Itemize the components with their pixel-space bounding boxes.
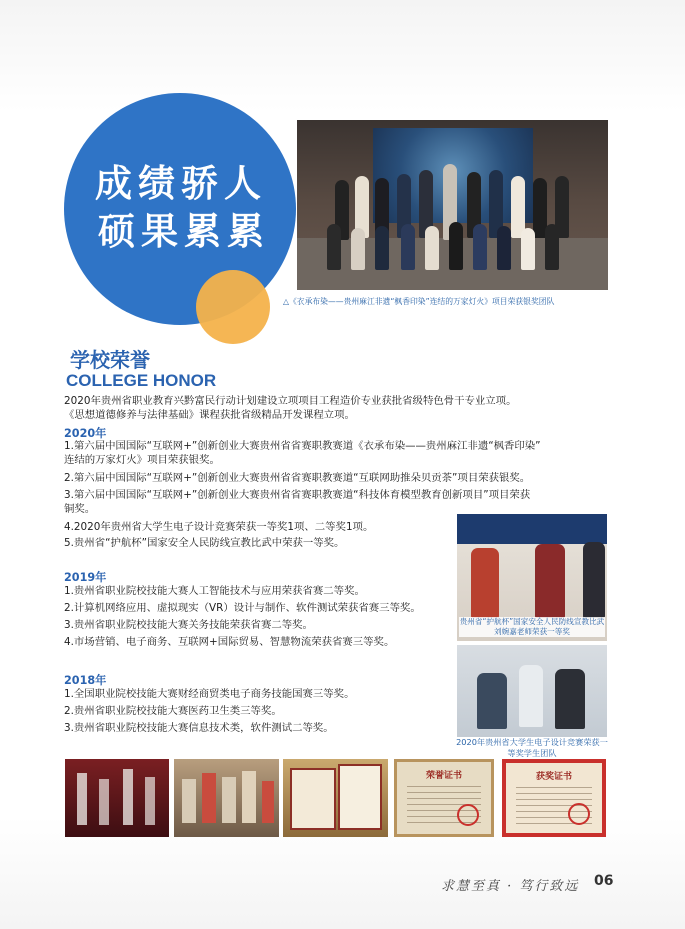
award-2019-3: 3.贵州省职业院校技能大赛关务技能荣获省赛二等奖。 xyxy=(64,619,313,631)
award-2020-1b: 连结的万家灯火》项目荣获银奖。 xyxy=(64,454,220,466)
trophy-photo-2 xyxy=(174,759,279,837)
award-2020-3a: 3.第六届中国国际“互联网+”创新创业大赛贵州省省赛职教赛道“科技体育模型教育创新项目”项目荣获 xyxy=(64,489,531,501)
hero-team-photo xyxy=(297,120,608,290)
page-number: 06 xyxy=(594,873,614,889)
year-2020-heading: 2020年 xyxy=(64,427,107,440)
award-2020-3b: 铜奖。 xyxy=(64,503,96,515)
award-2019-4: 4.市场营销、电子商务、互联网+国际贸易、智慧物流荣获省赛三等奖。 xyxy=(64,636,395,648)
hero-photo-caption: △《衣承布染——贵州麻江非遗“枫香印染”连结的万家灯火》项目荣获银奖团队 xyxy=(283,297,555,306)
certificate-photo-3 xyxy=(283,759,388,837)
side-photo-student-team xyxy=(457,645,607,737)
award-2020-1a: 1.第六届中国国际“互联网+”创新创业大赛贵州省省赛职教赛道《衣承布染——贵州麻江非遗“枫香印染” xyxy=(64,440,541,452)
trophy-photo-1 xyxy=(65,759,169,837)
year-2019-heading: 2019年 xyxy=(64,571,107,584)
footer-motto: 求慧至真 · 笃行致远 xyxy=(441,879,580,894)
section-title-cn: 学校荣誉 xyxy=(70,348,150,372)
trophy-shelf-icons xyxy=(174,759,279,837)
award-2018-1: 1.全国职业院校技能大赛财经商贸类电子商务技能国赛三等奖。 xyxy=(64,688,355,700)
award-2018-2: 2.贵州省职业院校技能大赛医药卫生类三等奖。 xyxy=(64,705,282,717)
trophy-icons xyxy=(65,759,169,837)
award-2020-2: 2.第六届中国国际“互联网+”创新创业大赛贵州省省赛职教赛道“互联网助推朵贝贡茶”项目荣获银奖。 xyxy=(64,472,531,484)
seal-icon xyxy=(457,804,479,826)
seal-icon xyxy=(568,803,590,825)
award-2020-4: 4.2020年贵州省大学生电子设计竞赛荣获一等奖1项、二等奖1项。 xyxy=(64,521,374,533)
award-2020-5: 5.贵州省“护航杯”国家安全人民防线宣教比武中荣获一等奖。 xyxy=(64,537,345,549)
award-2019-2: 2.计算机网络应用、虚拟现实（VR）设计与制作、软件测试荣获省赛三等奖。 xyxy=(64,602,421,614)
certificate-award-title: 获奖证书 xyxy=(535,772,572,782)
decorative-orange-circle xyxy=(196,270,270,344)
intro-line-1: 2020年贵州省职业教育兴黔富民行动计划建设立项项目工程造价专业获批省级特色骨干专业立项。 xyxy=(64,395,517,407)
side-photo-award-ceremony xyxy=(457,514,607,641)
certificate-award xyxy=(502,759,606,837)
certificate-honor-title: 荣誉证书 xyxy=(425,771,462,781)
intro-line-2: 《思想道德修养与法律基础》课程获批省级精品开发课程立项。 xyxy=(64,409,355,421)
award-2018-3: 3.贵州省职业院校技能大赛信息技术类，软件测试二等奖。 xyxy=(64,722,334,734)
section-title-en: COLLEGE HONOR xyxy=(66,371,217,390)
stage-banner xyxy=(457,514,607,544)
side-photo1-caption: 贵州省“护航杯”国家安全人民防线宣教比武刘婉嘉老师荣获一等奖 xyxy=(459,617,605,636)
certificate-stack-icons xyxy=(283,759,388,837)
header-title-line1: 成绩骄人 xyxy=(95,161,267,205)
year-2018-heading: 2018年 xyxy=(64,674,107,687)
award-2019-1: 1.贵州省职业院校技能大赛人工智能技术与应用荣获省赛二等奖。 xyxy=(64,585,365,597)
certificate-honor xyxy=(394,759,494,837)
side-photo2-caption: 2020年贵州省大学生电子设计竞赛荣获一等奖学生团队 xyxy=(456,737,608,758)
header-title-line2: 硕果累累 xyxy=(98,209,270,253)
